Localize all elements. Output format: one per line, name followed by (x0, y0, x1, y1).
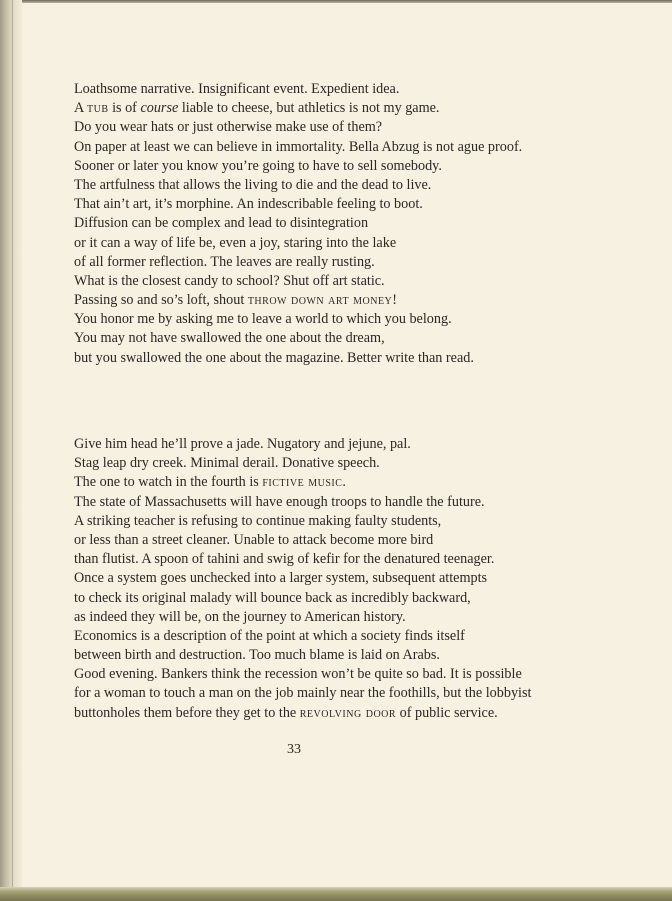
poem-line: On paper at least we can believe in immortality. Bella Abzug is not ague proof. (74, 138, 523, 155)
poem-line: Once a system goes unchecked into a larger system, subsequent attempts (74, 570, 488, 587)
line-segment: is of (108, 100, 141, 117)
poem-line: for a woman to touch a man on the job mainly near the foothills, but the lobbyist (74, 685, 532, 702)
poem-line: or less than a street cleaner. Unable to attack become more bird (74, 531, 434, 548)
stanza-1 (74, 80, 664, 368)
line-segment: Passing so and so’s loft, shout (74, 292, 248, 309)
poem-line: That ain’t art, it’s morphine. An indescribable feeling to boot. (74, 196, 423, 213)
poem-line (74, 291, 664, 310)
poem-line: Give him head he’ll prove a jade. Nugatory and jejune, pal. (74, 436, 411, 452)
line-segment: The one to watch in the fourth is (74, 474, 263, 491)
poem-line: but you swallowed the one about the magazine. Better write than read. (74, 349, 474, 366)
poem-line: The artfulness that allows the living to die and the dead to live. (74, 176, 432, 193)
page-top-edge (0, 0, 672, 3)
poem-line: between birth and destruction. Too much blame is laid on Arabs. (74, 647, 440, 664)
poem-line: than flutist. A spoon of tahini and swig of kefir for the denatured teenager. (74, 551, 495, 568)
page-number: 33 (287, 742, 301, 757)
poem-line: Loathsome narrative. Insignificant event. Expedient idea. (74, 81, 400, 97)
poem-line: as indeed they will be, on the journey to American history. (74, 608, 406, 625)
poem-line: The state of Massachusetts will have enough troops to handle the future. (74, 493, 485, 510)
poem-line (74, 704, 664, 723)
poem-line: to check its original malady will bounce back as incredibly backward, (74, 589, 471, 606)
line-segment: buttonholes them before they get to the (74, 704, 300, 721)
small-caps-phrase: revolving door (299, 704, 397, 721)
small-caps-phrase: tub (87, 100, 109, 117)
line-segment: of public service. (396, 704, 498, 721)
poem-line: Sooner or later you know you’re going to have to sell somebody. (74, 157, 442, 174)
poem-line: of all former reflection. The leaves are really rusting. (74, 253, 375, 270)
book-binding-edge (0, 887, 672, 901)
poem-line: Diffusion can be complex and lead to disintegration (74, 215, 369, 232)
line-segment: ! (392, 292, 398, 309)
poem-line: Economics is a description of the point at which a society finds itself (74, 627, 465, 644)
book-gutter (0, 0, 22, 901)
line-segment: . (342, 474, 346, 491)
poem-line: Good evening. Bankers think the recession won’t be quite so bad. It is possible (74, 666, 522, 683)
poem-line (74, 99, 664, 118)
poem-line (74, 473, 664, 492)
gutter-shadow-line (12, 0, 13, 901)
small-caps-phrase: throw down art money (247, 292, 393, 309)
poem-line: Stag leap dry creek. Minimal derail. Donative speech. (74, 455, 380, 472)
poem-line: What is the closest candy to school? Shut off art static. (74, 272, 385, 289)
poem-line: or it can a way of life be, even a joy, staring into the lake (74, 234, 397, 251)
poem-line: You may not have swallowed the one about the dream, (74, 330, 385, 347)
poem-line: Do you wear hats or just otherwise make use of them? (74, 119, 383, 136)
italic-word: course (140, 100, 179, 117)
stanza-2 (74, 435, 664, 723)
line-segment: A (74, 100, 88, 117)
poem-line: A striking teacher is refusing to continue making faulty students, (74, 512, 442, 529)
poem-line: You honor me by asking me to leave a world to which you belong. (74, 311, 452, 328)
line-segment: liable to cheese, but athletics is not my game. (178, 100, 440, 117)
small-caps-phrase: fictive music (262, 474, 343, 491)
